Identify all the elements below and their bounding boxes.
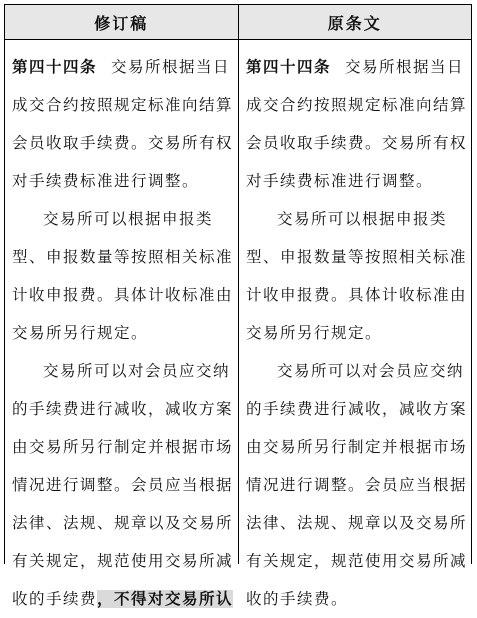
table-header xyxy=(5,5,471,40)
text-line: 法律、法规、规章以及交易所 xyxy=(12,514,234,532)
original-text-cell xyxy=(238,40,471,608)
article-number: 第四十四条 xyxy=(246,58,332,76)
text-line: 情况进行调整。会员应当根据 xyxy=(246,476,468,494)
text-line: 成交合约按照规定标准向结算 xyxy=(12,96,234,114)
text-line: 计收申报费。具体计收标准由 xyxy=(246,286,468,304)
text-line: 收的手续费，不得对交易所认 xyxy=(12,590,234,608)
text-line: 交易所可以根据申报类 xyxy=(277,210,448,228)
text-line: 交易所另行规定。 xyxy=(12,324,149,342)
text-line: 成交合约按照规定标准向结算 xyxy=(246,96,468,114)
text-line: 会员收取手续费。交易所有权 xyxy=(246,134,468,152)
text-line: 会员收取手续费。交易所有权 xyxy=(12,134,234,152)
text-line: 收的手续费。 xyxy=(246,590,349,608)
text-line: 交易所另行规定。 xyxy=(246,324,383,342)
text-line: 交易所可以对会员应交纳 xyxy=(43,362,231,380)
text-line: 计收申报费。具体计收标准由 xyxy=(12,286,234,304)
text-line: 有关规定，规范使用交易所减 xyxy=(12,552,234,570)
header-original: 原条文 xyxy=(238,5,472,39)
text-line: 由交易所另行制定并根据市场 xyxy=(12,438,234,456)
article-number: 第四十四条 xyxy=(12,58,98,76)
text-line: 由交易所另行制定并根据市场 xyxy=(246,438,468,456)
header-revised: 修订稿 xyxy=(94,13,149,33)
text-line: 情况进行调整。会员应当根据 xyxy=(12,476,234,494)
text-line: 对手续费标准进行调整。 xyxy=(12,172,200,190)
text-line: 型、申报数量等按照相关标准 xyxy=(12,248,234,266)
text-line: 对手续费标准进行调整。 xyxy=(246,172,434,190)
comparison-table xyxy=(4,4,472,608)
text-line: 交易所可以根据申报类 xyxy=(43,210,214,228)
revised-text-cell xyxy=(5,40,238,608)
highlighted-revision: ，不得对交易所认 xyxy=(97,590,234,608)
text-line: 第四十四条 交易所根据当日 xyxy=(12,58,231,76)
text-line: 法律、法规、规章以及交易所 xyxy=(246,514,468,532)
text-line: 有关规定，规范使用交易所减 xyxy=(246,552,468,570)
table-body xyxy=(5,40,471,608)
text-line: 的手续费进行减收，减收方案 xyxy=(246,400,468,418)
text-line: 的手续费进行减收，减收方案 xyxy=(12,400,234,418)
text-line: 第四十四条 交易所根据当日 xyxy=(246,58,465,76)
text-line: 交易所可以对会员应交纳 xyxy=(277,362,465,380)
text-line: 型、申报数量等按照相关标准 xyxy=(246,248,468,266)
